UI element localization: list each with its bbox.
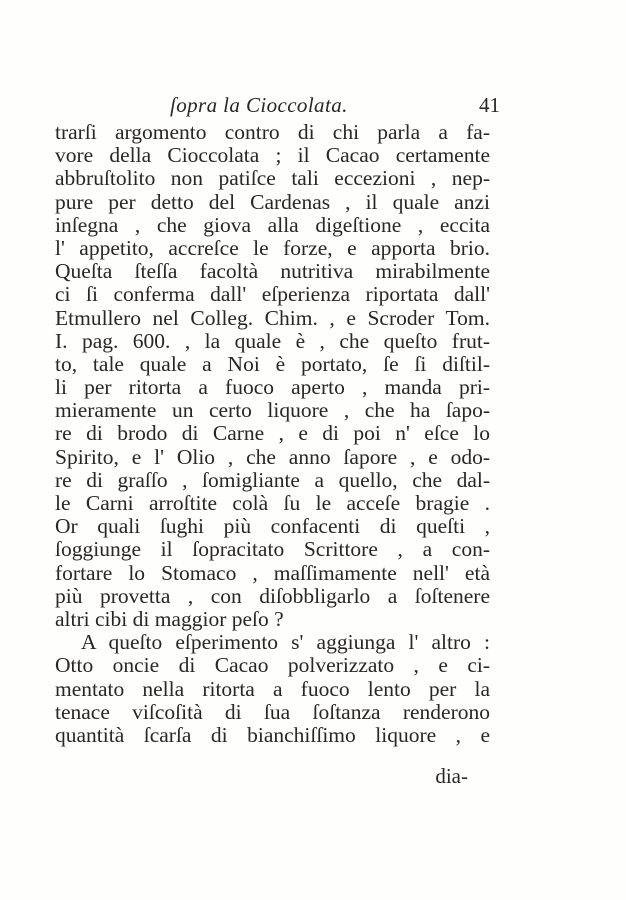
text-line: A queſto eſperimento s' aggiunga l' altro : (81, 630, 490, 655)
text-line: re di graſſo , ſomigliante a quello, che dal- (55, 467, 490, 492)
text-line: I. pag. 600. , la quale è , che queſto frut- (55, 328, 490, 353)
text-line: altri cibi di maggior peſo ? (55, 606, 284, 631)
text-line: abbruſtolito non patiſce tali eccezioni , nep- (55, 166, 490, 191)
text-line: pure per detto del Cardenas , il quale anzi (55, 189, 490, 214)
text-line: le Carni arroſtite colà ſu le acceſe bragie . (55, 491, 490, 515)
text-line: trarſi argomento contro di chi parla a fa- (55, 120, 490, 144)
page-number: 41 (479, 93, 500, 117)
text-line: ci ſi conferma dall' eſperienza riportata dall' (55, 282, 490, 307)
text-line: tenace viſcoſità di ſua ſoſtanza renderono (55, 699, 490, 724)
text-line: ſoggiunge il ſopracitato Scrittore , a con- (55, 537, 490, 562)
text-line: Etmullero nel Colleg. Chim. , e Scroder Tom. (55, 305, 490, 330)
running-title: ſopra la Cioccolata. (170, 93, 348, 117)
catchword: dia- (435, 764, 468, 788)
text-line: inſegna , che giova alla digeſtione , eccita (55, 212, 490, 237)
body-text (55, 121, 490, 747)
text-line: quantità ſcarſa di bianchiſſimo liquore , e (55, 722, 490, 747)
text-line: più provetta , con diſobbligarlo a ſoſtenere (55, 583, 490, 608)
text-line: mentato nella ritorta a fuoco lento per la (55, 676, 490, 701)
text-line: mieramente un certo liquore , che ha ſapo- (55, 398, 490, 423)
text-line: li per ritorta a fuoco aperto , manda pri- (55, 375, 490, 400)
text-line: vore della Cioccolata ; il Cacao certamente (55, 143, 490, 168)
text-line: Otto oncie di Cacao polverizzato , e ci- (55, 653, 490, 678)
page-header (60, 93, 500, 123)
text-line: l' appetito, accreſce le forze, e apporta brio. (55, 235, 490, 260)
text-line: re di brodo di Carne , e di poi n' eſce lo (55, 421, 490, 446)
text-line: Queſta ſteſſa facoltà nutritiva mirabilmente (55, 259, 490, 284)
text-line: Spirito, e l' Olio , che anno ſapore , e odo- (55, 444, 490, 469)
text-line: Or quali ſughi più confacenti di queſti , (55, 514, 490, 539)
text-line: fortare lo Stomaco , maſſimamente nell' età (55, 560, 490, 585)
text-line: to, tale quale a Noi è portato, ſe ſi diſtil- (55, 351, 490, 376)
